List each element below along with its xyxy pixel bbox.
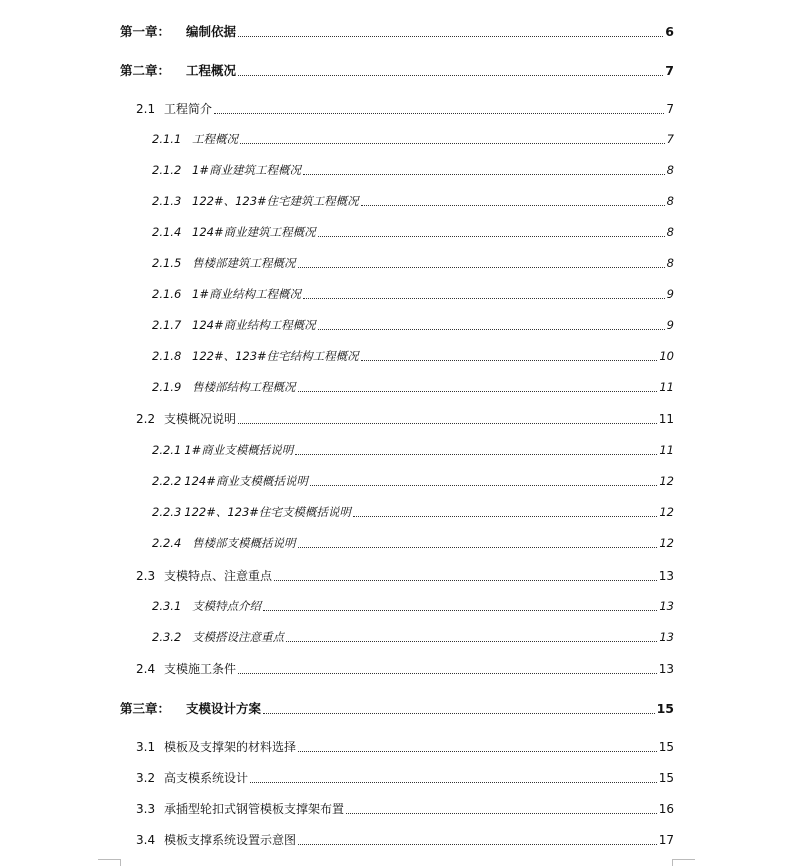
toc-dot-leader [303,298,665,299]
toc-entry-title: 售楼部支模概括说明 [192,536,296,550]
toc-entry-title: 支模搭设注意重点 [192,630,284,644]
toc-dot-leader [361,205,665,206]
toc-entry-number: 2.1.6 [152,287,182,301]
page-corner-mark-right [672,859,695,866]
toc-entry-title: 工程概况 [192,132,238,146]
toc-entry[interactable] [136,567,674,584]
toc-entry-number: 2.1.2 [152,163,182,177]
toc-entry-title: 124#商业结构工程概况 [192,318,316,332]
toc-entry[interactable] [152,473,674,489]
toc-entry-number: 3.1 [136,740,156,754]
toc-entry-title: 编制依据 [186,24,237,39]
toc-entry-number: 2.1.1 [152,132,182,146]
toc-entry-page-number: 8 [666,256,674,270]
toc-entry-page-number: 9 [666,287,674,301]
toc-entry-number: 2.4 [136,662,156,676]
toc-entry-title: 模板支撑系统设置示意图 [164,833,297,847]
toc-entry-page-number: 9 [666,318,674,332]
toc-entry-title: 1#商业建筑工程概况 [192,163,301,177]
toc-entry-page-number: 12 [659,536,674,550]
toc-entry-page-number: 15 [658,740,674,754]
toc-entry-number: 2.1.7 [152,318,182,332]
toc-entry[interactable] [136,800,674,817]
toc-entry[interactable] [152,193,674,209]
toc-dot-leader [353,516,657,517]
toc-entry[interactable] [152,598,674,614]
toc-entry[interactable] [152,348,674,364]
toc-entry[interactable] [152,255,674,271]
toc-dot-leader [238,673,657,674]
toc-dot-leader [298,844,657,845]
toc-dot-leader [263,610,657,611]
toc-entry-number: 第一章： [120,24,171,39]
toc-entry[interactable] [152,317,674,333]
toc-dot-leader [295,454,657,455]
toc-entry-page-number: 15 [656,701,674,716]
toc-entry-number: 3.3 [136,802,156,816]
toc-dot-leader [303,174,665,175]
toc-entry-title: 支模施工条件 [164,662,237,676]
toc-entry-title: 122#、123#住宅支模概括说明 [184,505,351,519]
toc-entry[interactable] [152,286,674,302]
toc-entry-title: 工程概况 [186,63,237,78]
toc-entry-page-number: 13 [658,662,674,676]
toc-dot-leader [346,813,657,814]
toc-entry-number: 3.2 [136,771,156,785]
toc-dot-leader [310,485,658,486]
toc-entry-number: 2.1.3 [152,194,182,208]
toc-entry-page-number: 15 [658,771,674,785]
toc-entry-title: 124#商业建筑工程概况 [192,225,316,239]
toc-dot-leader [238,423,657,424]
toc-entry[interactable] [120,699,674,717]
toc-entry-number: 2.3 [136,569,156,583]
toc-entry-page-number: 7 [665,63,674,78]
toc-dot-leader [318,329,665,330]
toc-entry-number: 2.3.2 [152,630,182,644]
toc-entry[interactable] [152,224,674,240]
toc-entry-page-number: 12 [659,505,674,519]
toc-entry-title: 122#、123#住宅建筑工程概况 [192,194,359,208]
toc-entry-page-number: 12 [659,474,674,488]
toc-entry-number: 2.3.1 [152,599,182,613]
toc-entry-title: 122#、123#住宅结构工程概况 [192,349,359,363]
toc-entry-page-number: 8 [666,225,674,239]
toc-entry-number: 2.1.9 [152,380,182,394]
toc-entry-page-number: 8 [666,194,674,208]
toc-dot-leader [238,36,663,37]
toc-entry-title: 124#商业支模概括说明 [184,474,308,488]
toc-entry-page-number: 8 [666,163,674,177]
toc-entry-page-number: 16 [658,802,674,816]
toc-entry-number: 第三章： [120,701,171,716]
toc-dot-leader [250,782,657,783]
toc-entry-title: 工程简介 [164,102,213,116]
toc-entry-page-number: 6 [665,24,674,39]
page-corner-mark-left [98,859,121,866]
toc-entry-number: 3.4 [136,833,156,847]
toc-entry-number: 2.2.2 [152,474,182,488]
toc-entry-number: 2.2.3 [152,505,182,519]
toc-entry-page-number: 11 [659,443,674,457]
toc-dot-leader [274,580,657,581]
toc-entry-title: 1#商业支模概括说明 [184,443,294,457]
toc-entry-title: 模板及支撑架的材料选择 [164,740,297,754]
toc-entry[interactable] [152,442,674,458]
toc-entry[interactable] [136,660,674,677]
toc-entry-number: 2.1.5 [152,256,182,270]
toc-entry-page-number: 11 [659,380,674,394]
toc-entry-number: 2.2.4 [152,536,182,550]
toc-entry-title: 高支模系统设计 [164,771,249,785]
toc-dot-leader [214,113,664,114]
toc-dot-leader [286,641,657,642]
toc-entry-page-number: 11 [658,412,674,426]
toc-dot-leader [298,547,658,548]
toc-dot-leader [298,391,658,392]
toc-dot-leader [238,75,663,76]
toc-entry-page-number: 13 [658,569,674,583]
toc-entry-page-number: 13 [659,599,674,613]
toc-entry-page-number: 13 [659,630,674,644]
toc-entry[interactable] [120,22,674,40]
toc-entry-page-number: 10 [659,349,674,363]
toc-entry-number: 2.1.8 [152,349,182,363]
toc-entry[interactable] [136,410,674,427]
toc-dot-leader [361,360,658,361]
toc-dot-leader [318,236,665,237]
toc-entry[interactable] [120,61,674,79]
toc-entry[interactable] [152,535,674,551]
toc-entry-title: 1#商业结构工程概况 [192,287,301,301]
toc-dot-leader [240,143,665,144]
toc-entry-page-number: 17 [658,833,674,847]
toc-entry-title: 支模设计方案 [186,701,262,716]
toc-entry[interactable] [152,162,674,178]
toc-dot-leader [263,713,655,714]
toc-entry[interactable] [152,629,674,645]
toc-entry-page-number: 7 [666,132,674,146]
toc-entry-number: 2.1 [136,102,156,116]
toc-dot-leader [298,267,665,268]
toc-dot-leader [298,751,657,752]
toc-entry-title: 支模特点介绍 [192,599,261,613]
toc-entry-title: 承插型轮扣式钢管模板支撑架布置 [164,802,345,816]
toc-entry-page-number: 7 [666,102,674,116]
toc-entry[interactable] [136,100,674,117]
toc-entry-number: 2.2.1 [152,443,182,457]
toc-entry-title: 售楼部结构工程概况 [192,380,296,394]
toc-entry-title: 支模概况说明 [164,412,237,426]
toc-entry-number: 2.1.4 [152,225,182,239]
toc-entry-title: 支模特点、注意重点 [164,569,273,583]
toc-entry[interactable] [136,769,674,786]
toc-entry[interactable] [136,738,674,755]
toc-entry-number: 第二章： [120,63,171,78]
toc-entry-title: 售楼部建筑工程概况 [192,256,296,270]
toc-entry-number: 2.2 [136,412,156,426]
toc-entry[interactable] [152,379,674,395]
toc-entry[interactable] [152,131,674,147]
toc-entry[interactable] [136,831,674,848]
toc-entry[interactable] [152,504,674,520]
